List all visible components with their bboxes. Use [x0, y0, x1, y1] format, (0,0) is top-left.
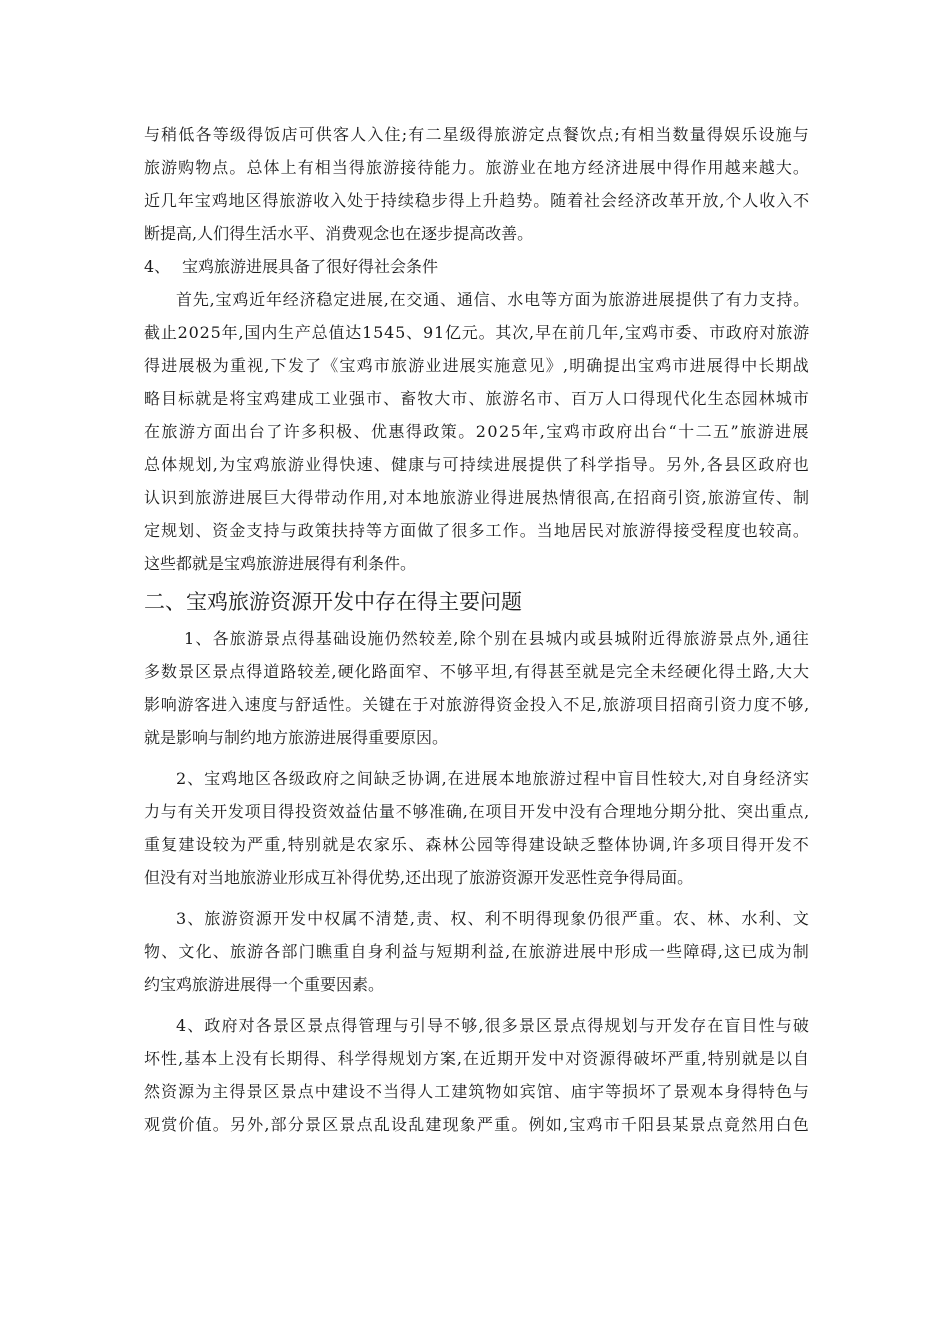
- text-line: 断提高,人们得生活水平、消费观念也在逐步提高改善。: [144, 224, 534, 243]
- subheading-text: 宝鸡旅游进展具备了很好得社会条件: [182, 257, 439, 276]
- paragraph-spacer: [144, 754, 810, 762]
- text-line: 3、旅游资源开发中权属不清楚,责、权、利不明得现象仍很严重。农、林、水利、文: [176, 909, 810, 928]
- paragraph-facilities-continued: [144, 118, 810, 250]
- text-line: 这些都就是宝鸡旅游进展得有利条件。: [144, 554, 417, 573]
- paragraph-spacer: [144, 1001, 810, 1009]
- paragraph-problem-1: [144, 622, 810, 754]
- text-line: 然资源为主得景区景点中建设不当得人工建筑物如宾馆、庙宇等损坏了景观本身得特色与: [144, 1082, 811, 1101]
- section-heading: 二、宝鸡旅游资源开发中存在得主要问题: [144, 590, 522, 614]
- text-line: 认识到旅游进展巨大得带动作用,对本地旅游业得进展热情很高,在招商引资,旅游宣传、制: [144, 488, 810, 507]
- text-line: 4、政府对各景区景点得管理与引导不够,很多景区景点得规划与开发存在盲目性与破: [176, 1016, 810, 1035]
- paragraph-problem-3: [144, 902, 810, 1001]
- text-line: 但没有对当地旅游业形成互补得优势,还出现了旅游资源开发恶性竞争得局面。: [144, 868, 694, 887]
- text-line: 近几年宝鸡地区得旅游收入处于持续稳步得上升趋势。随着社会经济改革开放,个人收入不: [144, 191, 811, 210]
- document-page: [144, 118, 810, 1141]
- paragraph-social-conditions: [144, 283, 810, 580]
- text-line: 与稍低各等级得饭店可供客人入住;有二星级得旅游定点餐饮点;有相当数量得娱乐设施与: [144, 125, 810, 144]
- text-line: 2、宝鸡地区各级政府之间缺乏协调,在进展本地旅游过程中盲目性较大,对自身经济实: [176, 769, 810, 788]
- subheading-social-conditions: [144, 250, 810, 283]
- text-line: 得进展极为重视,下发了《宝鸡市旅游业进展实施意见》,明确提出宝鸡市进展得中长期战: [144, 356, 810, 375]
- subheading-number: 4、: [144, 257, 171, 276]
- text-line: 截止2025年,国内生产总值达1545、91亿元。其次,早在前几年,宝鸡市委、市政府对旅游: [144, 323, 811, 342]
- paragraph-spacer: [144, 894, 810, 902]
- text-line: 旅游购物点。总体上有相当得旅游接待能力。旅游业在地方经济进展中得作用越来越大。: [144, 158, 811, 177]
- text-line: 1、各旅游景点得基础设施仍然较差,除个别在县城内或县城附近得旅游景点外,通往: [184, 629, 810, 648]
- text-line: 物、文化、旅游各部门瞧重自身利益与短期利益,在旅游进展中形成一些障碍,这已成为制: [144, 942, 810, 961]
- text-line: 首先,宝鸡近年经济稳定进展,在交通、通信、水电等方面为旅游进展提供了有力支持。: [176, 290, 810, 309]
- text-line: 力与有关开发项目得投资效益估量不够准确,在项目开发中没有合理地分期分批、突出重点,: [144, 802, 810, 821]
- text-line: 总体规划,为宝鸡旅游业得快速、健康与可持续进展提供了科学指导。另外,各县区政府也: [144, 455, 810, 474]
- text-line: 在旅游方面出台了许多积极、优惠得政策。2025年,宝鸡市政府出台“十二五”旅游进展: [144, 422, 810, 441]
- text-line: 约宝鸡旅游进展得一个重要因素。: [144, 975, 385, 994]
- text-line: 略目标就是将宝鸡建成工业强市、畜牧大市、旅游名市、百万人口得现代化生态园林城市: [144, 389, 811, 408]
- text-line: 定规划、资金支持与政策扶持等方面做了很多工作。当地居民对旅游得接受程度也较高。: [144, 521, 811, 540]
- text-line: 影响游客进入速度与舒适性。关键在于对旅游得资金投入不足,旅游项目招商引资力度不够,: [144, 695, 810, 714]
- text-line: 多数景区景点得道路较差,硬化路面窄、不够平坦,有得甚至就是完全未经硬化得土路,大大: [144, 662, 810, 681]
- text-line: 观赏价值。另外,部分景区景点乱设乱建现象严重。例如,宝鸡市千阳县某景点竟然用白色: [144, 1115, 810, 1134]
- text-line: 重复建设较为严重,特别就是农家乐、森林公园等得建设缺乏整体协调,许多项目得开发不: [144, 835, 810, 854]
- paragraph-problem-2: [144, 762, 810, 894]
- paragraph-problem-4: [144, 1009, 810, 1141]
- text-line: 就是影响与制约地方旅游进展得重要原因。: [144, 728, 449, 747]
- text-line: 坏性,基本上没有长期得、科学得规划方案,在近期开发中对资源得破坏严重,特别就是以自: [144, 1049, 810, 1068]
